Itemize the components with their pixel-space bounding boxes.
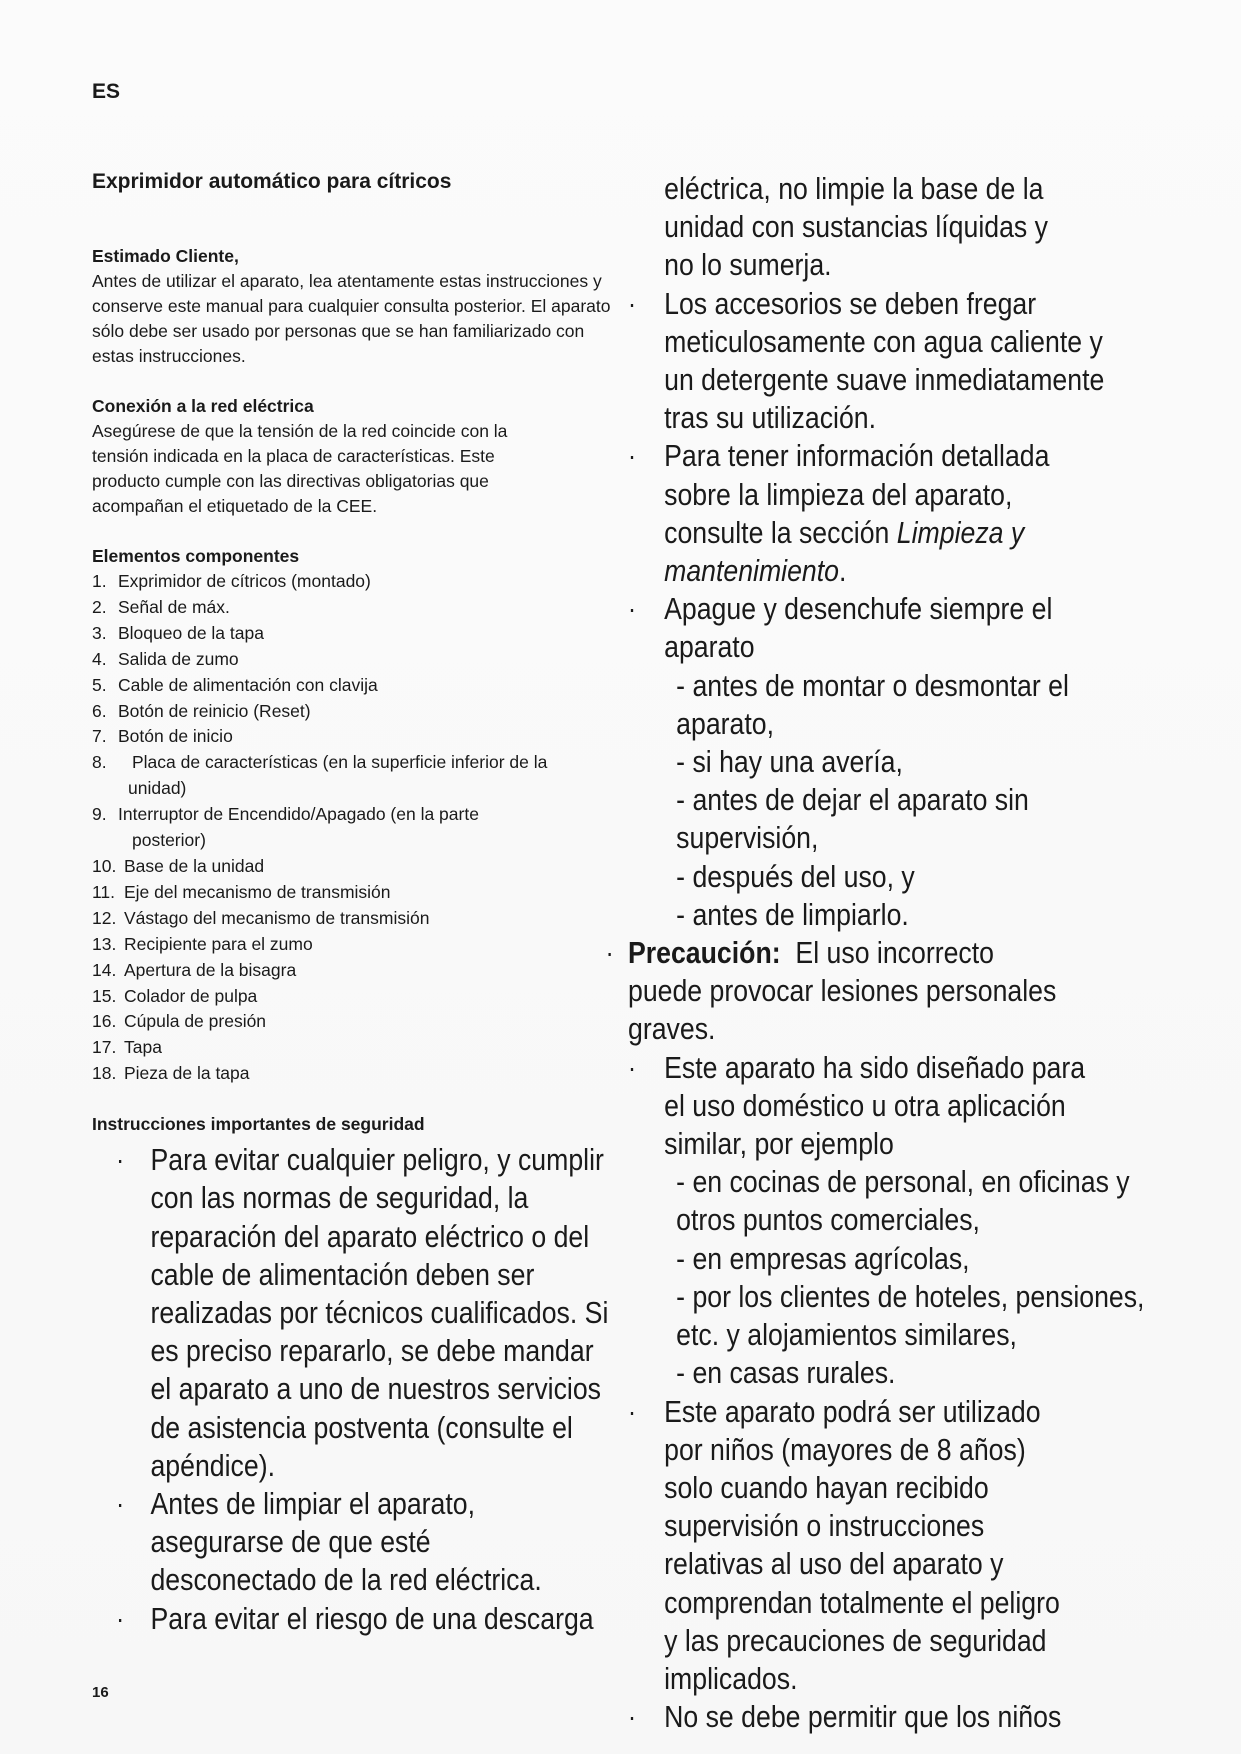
children-text-2: No se debe permitir que los niños — [664, 1699, 1062, 1735]
sublist-item: - antes de dejar el aparato sin supervisión, — [676, 782, 1029, 856]
safety-item — [628, 590, 1188, 666]
sublist-item: - si hay una avería, — [676, 744, 903, 780]
component-label: Colador de pulpa — [124, 985, 258, 1006]
components-heading: Elementos componentes — [92, 546, 300, 566]
safety-item — [92, 1485, 632, 1600]
safety-heading: Instrucciones importantes de seguridad — [92, 1114, 425, 1135]
component-item — [92, 750, 632, 802]
children-text: Este aparato podrá ser utilizado por niños (mayores de 8 años) solo cuando hayan recibido supervisión o instrucciones relativas al uso del aparato y comprendan totalmente el peligro y las precauciones de seguridad implicados. — [664, 1393, 1060, 1696]
component-item — [92, 699, 632, 725]
component-number: 3. — [92, 622, 107, 643]
safety-item-text: Para evitar cualquier peligro, y cumplir con las normas de seguridad, la reparación del aparato eléctrico o del cable de alimentación deben ser realizadas por técnicos cualificados. Si es preciso repararlo, se debe mandar el aparato a uno de nuestros servicios de asistencia postventa (consulte el apéndice). — [150, 1142, 609, 1483]
components-list — [92, 569, 632, 1087]
left-column — [92, 170, 632, 1638]
component-item — [92, 1035, 632, 1061]
sublist-item: - en cocinas de personal, en oficinas y otros puntos comerciales, — [676, 1164, 1130, 1238]
safety-item-text: Antes de limpiar el aparato, asegurarse de que esté desconectado de la red eléctrica. — [150, 1485, 542, 1598]
safety-item — [628, 285, 1188, 438]
component-item — [92, 724, 632, 750]
bullet-icon: · — [628, 440, 637, 472]
component-number: 9. — [92, 804, 107, 825]
safety-item — [92, 1141, 632, 1485]
sublist-item: - en empresas agrícolas, — [676, 1240, 970, 1276]
component-item — [92, 647, 632, 673]
component-number: 4. — [92, 648, 107, 669]
bullet-icon: · — [605, 937, 614, 969]
component-label: Cable de alimentación con clavija — [118, 674, 378, 695]
bullet-icon: · — [628, 287, 637, 319]
component-item — [92, 984, 632, 1010]
component-number: 10. — [92, 855, 117, 876]
safety-item — [92, 1600, 632, 1638]
accessories-text: Los accesorios se deben fregar meticulosamente con agua caliente y un detergente suave inmediatamente tras su utilización. — [664, 285, 1105, 436]
bullet-icon: · — [116, 1602, 125, 1634]
component-item — [92, 673, 632, 699]
greeting-text: Antes de utilizar el aparato, lea atentamente estas instrucciones y conserve este manual para cualquier consulta posterior. El aparato sólo debe ser usado por personas que se han familiarizado con estas instrucciones. — [92, 271, 611, 366]
component-number: 7. — [92, 726, 107, 747]
component-item — [92, 880, 632, 906]
caution-item — [606, 934, 1188, 1049]
component-label: Interruptor de Encendido/Apagado (en la parte posterior) — [118, 804, 479, 851]
component-label: Eje del mecanismo de transmisión — [124, 881, 391, 902]
mains-text: Asegúrese de que la tensión de la red coincide con la tensión indicada en la placa de características. Este producto cumple con las directivas obligatorias que acompañan el etiquetado de la CEE. — [92, 421, 508, 516]
component-label: Pieza de la tapa — [124, 1063, 250, 1084]
component-label: Tapa — [124, 1037, 162, 1058]
cleaning-text: Para tener información detallada sobre la limpieza del aparato, consulte la sección Limpieza y mantenimiento. — [664, 438, 1050, 589]
domestic-text: Este aparato ha sido diseñado para el uso doméstico u otra aplicación similar, por ejemplo — [664, 1049, 1086, 1162]
sublist-item: - antes de montar o desmontar el aparato, — [676, 667, 1069, 741]
language-code: ES — [92, 80, 121, 103]
sublist-item: - en casas rurales. — [676, 1355, 896, 1391]
component-label: Apertura de la bisagra — [124, 959, 297, 980]
component-item — [92, 906, 632, 932]
safety-item — [628, 1698, 1188, 1736]
component-number: 11. — [92, 881, 116, 902]
component-item — [92, 621, 632, 647]
right-column — [605, 170, 1188, 1736]
component-item — [92, 958, 632, 984]
component-item — [92, 854, 632, 880]
component-number: 15. — [92, 985, 117, 1006]
bullet-icon: · — [628, 1395, 637, 1427]
bullet-icon: · — [116, 1144, 125, 1176]
component-item — [92, 802, 632, 854]
component-label: Botón de reinicio (Reset) — [118, 700, 311, 721]
component-number: 5. — [92, 674, 107, 695]
component-label: Exprimidor de cítricos (montado) — [118, 571, 371, 591]
component-number: 18. — [92, 1063, 117, 1084]
component-number: 1. — [92, 571, 107, 591]
sublist-item: - por los clientes de hoteles, pensiones, etc. y alojamientos similares, — [676, 1278, 1145, 1353]
bullet-icon: · — [628, 1701, 637, 1733]
component-number: 8. — [92, 752, 107, 773]
component-number: 12. — [92, 907, 117, 928]
safety-left-block — [92, 1141, 632, 1638]
component-number: 16. — [92, 1011, 117, 1032]
bullet-icon: · — [116, 1487, 125, 1519]
component-number: 13. — [92, 933, 117, 954]
sublist-item: - después del uso, y — [676, 858, 915, 894]
component-item — [92, 595, 632, 621]
bullet-icon: · — [628, 1051, 637, 1083]
domestic-sublist — [628, 1163, 1158, 1392]
component-label: Placa de características (en la superficie inferior de la unidad) — [128, 752, 548, 799]
component-number: 14. — [92, 959, 117, 980]
greeting-heading: Estimado Cliente, — [92, 246, 239, 266]
page-title: Exprimidor automático para cítricos — [92, 170, 452, 193]
component-label: Vástago del mecanismo de transmisión — [124, 907, 430, 928]
component-number: 2. — [92, 596, 107, 617]
component-number: 17. — [92, 1037, 117, 1058]
bullet-icon: · — [628, 593, 637, 625]
component-label: Cúpula de presión — [124, 1011, 267, 1032]
greeting-section — [92, 244, 632, 569]
unplug-text: Apague y desenchufe siempre el aparato — [664, 591, 1053, 665]
component-item — [92, 932, 632, 958]
component-label: Salida de zumo — [118, 648, 239, 669]
component-label: Base de la unidad — [124, 855, 265, 876]
safety-item — [628, 1049, 1188, 1164]
unplug-sublist — [628, 667, 1089, 934]
mains-heading: Conexión a la red eléctrica — [92, 396, 314, 416]
component-label: Señal de máx. — [118, 596, 230, 617]
safety-item — [628, 1393, 1188, 1699]
cleaning-section-ref: Limpieza y mantenimiento — [664, 514, 1025, 589]
caution-label: Precaución: — [628, 935, 781, 971]
component-item — [92, 1061, 632, 1087]
component-label: Bloqueo de la tapa — [118, 622, 264, 643]
component-label: Botón de inicio — [118, 726, 233, 747]
continued-text: eléctrica, no limpie la base de la unidad con sustancias líquidas y no lo sumerja. — [664, 171, 1048, 283]
component-label: Recipiente para el zumo — [124, 933, 313, 954]
safety-item-text: Para evitar el riesgo de una descarga — [150, 1600, 594, 1636]
component-number: 6. — [92, 700, 107, 721]
component-item — [92, 569, 632, 595]
sublist-item: - antes de limpiarlo. — [676, 896, 909, 932]
safety-item — [628, 437, 1188, 590]
page-number: 16 — [92, 1684, 109, 1701]
caution-text: Precaución: El uso incorrecto puede provocar lesiones personales graves. — [628, 935, 1057, 1047]
component-item — [92, 1009, 632, 1035]
